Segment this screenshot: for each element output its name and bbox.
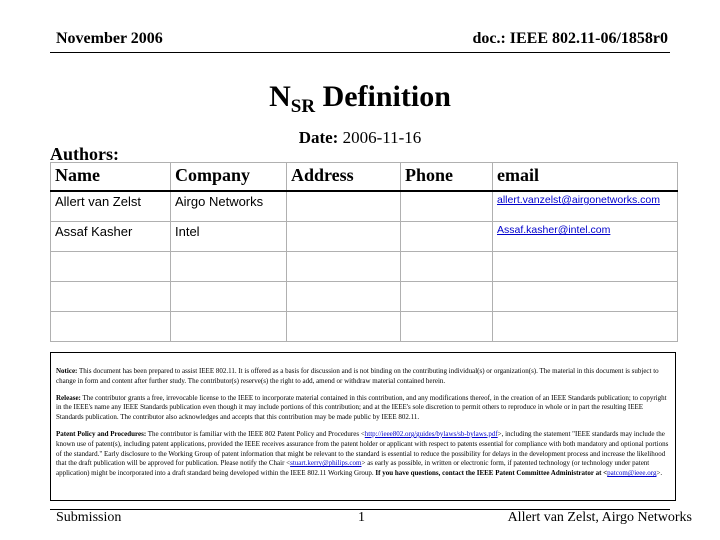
authors-label: Authors: bbox=[50, 144, 120, 164]
patent-text-2: >, including the statement "IEEE standards may include the known use of patent(s), including patent applications, provided the IEEE receives assurance from the patent holder or applicant with respect to patents essential for compliance with both mandatory and optional portions of the standard." Early disclosure to the Working Group of patent information that might be relevant to the standard is essential to reduce the possibility for delays in the development process and increase the likelihood that the draft publication will be approved for publication. Please notify the Chair < bbox=[56, 429, 669, 468]
notice-text: This document has been prepared to assist IEEE 802.11. It is offered as a basis for discussion and is not binding on the contributing individual(s) or organization(s). The material in this document is subject to change in form and content after further study. The contributor(s) reserve(s) the right to add, amend or withdraw material contained herein. bbox=[56, 367, 659, 385]
notice-box bbox=[50, 352, 676, 501]
title-main: N bbox=[269, 80, 291, 113]
col-header-phone: Phone bbox=[401, 163, 493, 192]
email-link[interactable]: allert.vanzelst@airgonetworks.com bbox=[493, 191, 678, 222]
header-rule bbox=[50, 52, 670, 53]
col-header-name: Name bbox=[51, 163, 171, 192]
header-date: November 2006 bbox=[56, 30, 163, 47]
release-paragraph bbox=[56, 394, 670, 423]
cell-name bbox=[51, 312, 171, 342]
cell-name: Assaf Kasher bbox=[51, 222, 171, 252]
title-subscript: SR bbox=[290, 96, 316, 117]
table-row bbox=[51, 222, 678, 252]
cell-email bbox=[493, 282, 678, 312]
cell-address bbox=[287, 222, 401, 252]
patent-policy-link[interactable]: http://ieee802.org/guides/bylaws/sb-bylaws.pdf bbox=[364, 429, 498, 438]
footer-submission: Submission bbox=[56, 510, 122, 525]
release-label: Release: bbox=[56, 393, 81, 402]
notice-label: Notice: bbox=[56, 367, 78, 375]
cell-phone bbox=[401, 191, 493, 222]
patent-paragraph bbox=[56, 430, 670, 479]
patent-questions: If you have questions, contact the IEEE Patent Committee Administrator at < bbox=[375, 469, 608, 478]
cell-email bbox=[493, 312, 678, 342]
cell-phone bbox=[401, 282, 493, 312]
patent-text-1: The contributor is familiar with the IEEE 802 Patent Policy and Procedures < bbox=[146, 429, 365, 438]
cell-address bbox=[287, 252, 401, 282]
cell-name bbox=[51, 282, 171, 312]
header-doc-id: doc.: IEEE 802.11-06/1858r0 bbox=[472, 30, 668, 47]
footer-page-number: 1 bbox=[358, 510, 365, 525]
patent-text-3: > as early as possible, in written or electronic form, if patented technology (or technology under patent application) might be incorporated into a draft standard being developed within the IEEE 802.11 Working Group. bbox=[56, 459, 650, 478]
patcom-email-link[interactable]: patcom@ieee.org bbox=[607, 469, 657, 478]
col-header-address: Address bbox=[287, 163, 401, 192]
email-link[interactable]: Assaf.kasher@intel.com bbox=[493, 222, 678, 252]
cell-address bbox=[287, 191, 401, 222]
table-row bbox=[51, 191, 678, 222]
cell-company bbox=[171, 312, 287, 342]
cell-name: Allert van Zelst bbox=[51, 191, 171, 222]
author-table bbox=[50, 162, 678, 342]
date-value: 2006-11-16 bbox=[342, 128, 422, 147]
col-header-company: Company bbox=[171, 163, 287, 192]
slide-title bbox=[0, 80, 720, 118]
table-row bbox=[51, 282, 678, 312]
table-row bbox=[51, 312, 678, 342]
cell-address bbox=[287, 312, 401, 342]
footer-author: Allert van Zelst, Airgo Networks bbox=[507, 510, 692, 525]
cell-email bbox=[493, 252, 678, 282]
cell-name bbox=[51, 252, 171, 282]
cell-phone bbox=[401, 312, 493, 342]
patent-end: >. bbox=[656, 469, 663, 478]
table-header-row bbox=[51, 163, 678, 192]
cell-company: Intel bbox=[171, 222, 287, 252]
release-text: The contributor grants a free, irrevocable license to the IEEE to incorporate material contained in this contribution, and any modifications thereof, in the creation of an IEEE Standards publication; to copyright in the IEEE's name any IEEE Standards publication even though it may include portions of this contribution; and at the IEEE's sole discretion to permit others to reproduce in whole or in part the resulting IEEE Standards publication. The contributor also acknowledges and accepts that this contribution may be made public by IEEE 802.11. bbox=[56, 393, 667, 422]
date-label: Date: bbox=[298, 128, 339, 147]
cell-company bbox=[171, 252, 287, 282]
notice-paragraph bbox=[56, 367, 670, 387]
cell-phone bbox=[401, 222, 493, 252]
cell-address bbox=[287, 282, 401, 312]
cell-phone bbox=[401, 252, 493, 282]
title-rest: Definition bbox=[315, 80, 451, 113]
patent-label: Patent Policy and Procedures: bbox=[56, 429, 147, 438]
table-row bbox=[51, 252, 678, 282]
cell-company bbox=[171, 282, 287, 312]
col-header-email: email bbox=[493, 163, 678, 192]
chair-email-link[interactable]: stuart.kerry@philips.com bbox=[290, 459, 362, 468]
cell-company: Airgo Networks bbox=[171, 191, 287, 222]
